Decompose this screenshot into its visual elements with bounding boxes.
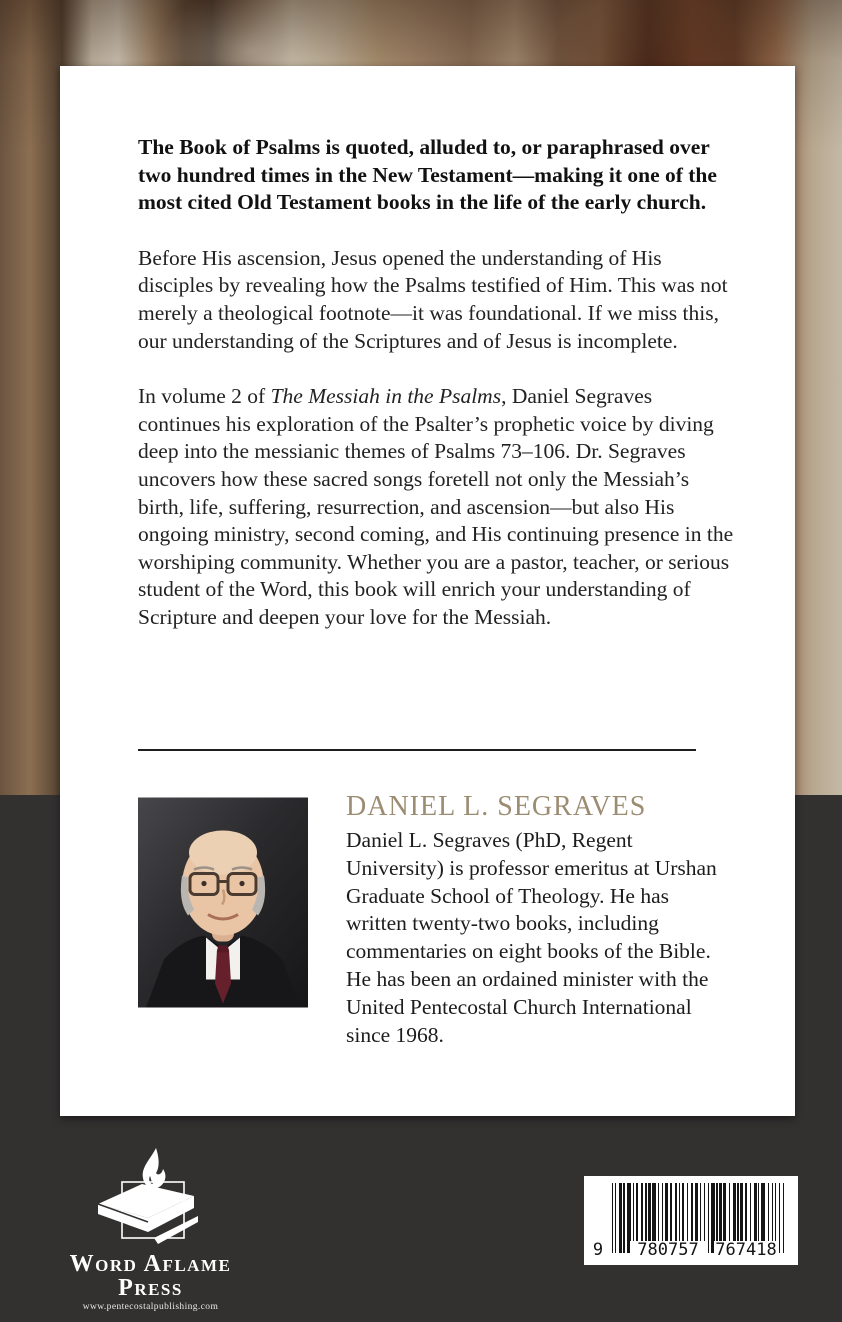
publisher-name: Word Aflame Press [69,1251,232,1301]
tie-knot [217,946,229,953]
book-icon [98,1184,198,1244]
author-name-heading: DANIEL L. SEGRAVES [346,791,647,822]
synopsis-paragraph-2: Before His ascension, Jesus opened the understanding of His disciples by revealing how the Psalms testified of Him. This was not merely a theological footnote—it was foundational. If we miss this, our understanding of the Scriptures and of Jesus is incomplete. [138,245,728,353]
section-divider-line [138,749,696,751]
publisher-website: www.pentecostalpublishing.com [82,1302,219,1312]
word-aflame-press-logo-icon [90,1146,212,1250]
book-title-italic: The Messiah in the Psalms [270,384,502,409]
author-portrait-photo [138,797,308,1008]
right-eye [239,881,244,886]
isbn-digit-group-2: 780757 [630,1241,706,1260]
synopsis-lead-paragraph: The Book of Psalms is quoted, alluded to, or paraphrased over two hundred times in the New Testament—making it one of the most cited Old Testament books in the life of the early church. [138,135,717,215]
publisher-logo-block [38,1146,263,1312]
isbn-digit-group-1: 9 [592,1240,604,1260]
isbn-digit-group-3: 767418 [715,1240,777,1260]
back-cover-text-panel [60,66,795,1116]
author-bio-text: Daniel L. Segraves (PhD, Regent University) is professor emeritus at Urshan Graduate School of Theology. He has written twenty-two books, including commentaries on eight books of the Bible. He has been an ordained minister with the United Pentecostal Church International since 1968. [346,828,717,1047]
isbn-barcode [584,1176,798,1265]
flame-icon [142,1148,165,1189]
paragraph-3-text: In volume 2 of [138,384,271,409]
synopsis [138,134,734,660]
synopsis-paragraph-3 [138,383,734,631]
left-eye [201,881,206,886]
paragraph-3-text-continued: , Daniel Segraves continues his exploration of the Psalter’s prophetic voice by diving deep into the messianic themes of Psalms 73–106. Dr. Segraves uncovers how these sacred songs foretell not only the Messiah’s birth, life, suffering, resurrection, and ascension—but also His ongoing ministry, second coming, and His continuing presence in the worshiping community. Whether you are a pastor, teacher, or serious student of the Word, this book will enrich your understanding of Scripture and deepen your love for the Messiah. [138,384,734,629]
